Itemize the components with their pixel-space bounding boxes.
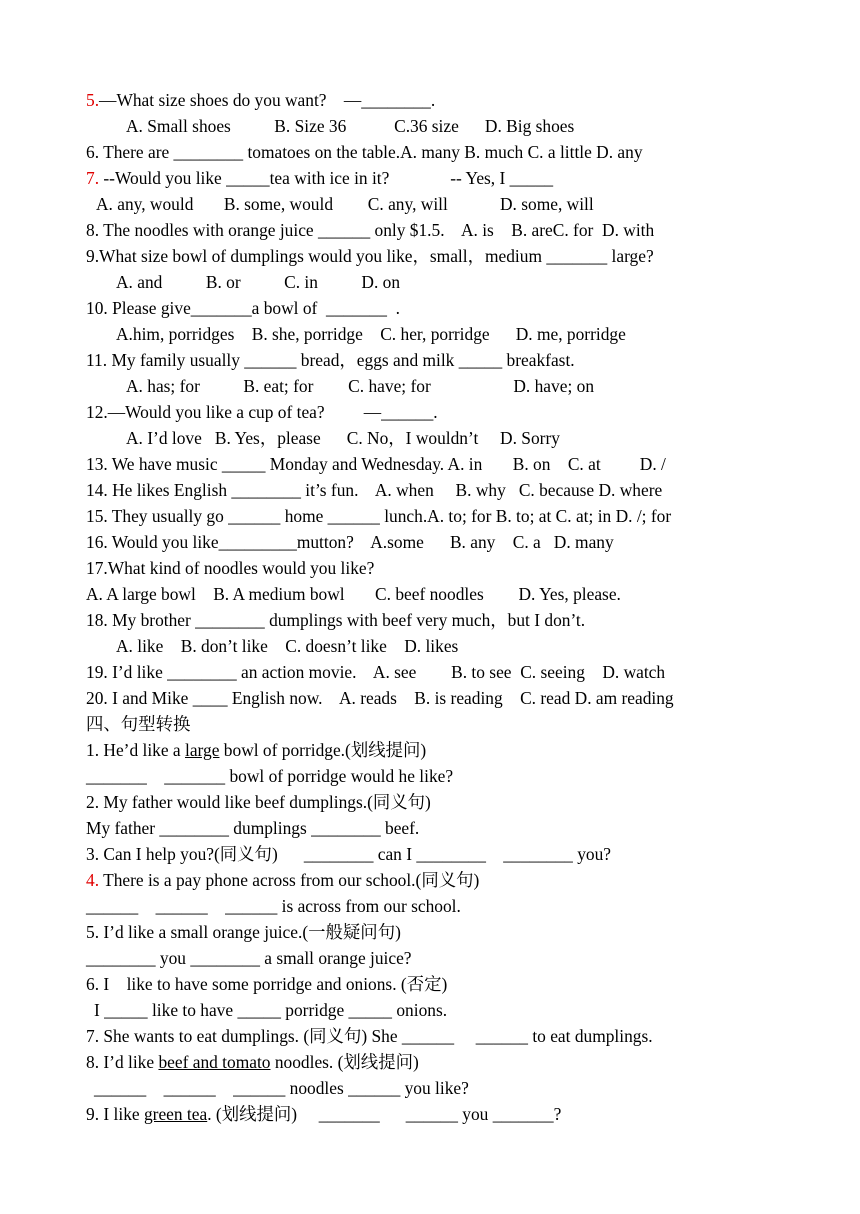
worksheet-line: [86, 87, 786, 113]
line-text: 11. My family usually ______ bread，eggs and milk _____ breakfast.: [86, 350, 575, 370]
worksheet-line: [86, 451, 786, 477]
line-text: 9.What size bowl of dumplings would you like，small，medium _______ large?: [86, 246, 654, 266]
worksheet-line: [86, 633, 786, 659]
line-text: 12.—Would you like a cup of tea? —______.: [86, 402, 438, 422]
line-text: 5. I’d like a small orange juice.(一般疑问句): [86, 922, 401, 942]
line-text: 10. Please give_______a bowl of _______ .: [86, 298, 400, 318]
line-text: A. any, would B. some, would C. any, will D. some, will: [96, 194, 594, 214]
line-text: ______ ______ ______ is across from our school.: [86, 896, 461, 916]
line-text: 19. I’d like ________ an action movie. A. see B. to see C. seeing D. watch: [86, 662, 666, 682]
line-text-prefix: 8. I’d like: [86, 1052, 159, 1072]
worksheet-line: [86, 659, 786, 685]
worksheet-line: [86, 607, 786, 633]
line-text: —What size shoes do you want? —________.: [99, 90, 436, 110]
worksheet-line: [86, 971, 786, 997]
worksheet-line: [86, 529, 786, 555]
line-text: I _____ like to have _____ porridge _____ onions.: [94, 1000, 448, 1020]
line-text: ______ ______ ______ noodles ______ you like?: [94, 1078, 469, 1098]
line-text: _______ _______ bowl of porridge would he like?: [86, 766, 454, 786]
worksheet-line: [86, 191, 786, 217]
question-number: 4.: [86, 870, 100, 890]
line-text: A. like B. don’t like C. doesn’t like D. likes: [116, 636, 459, 656]
line-text: 2. My father would like beef dumplings.(同义句): [86, 792, 431, 812]
worksheet-line: [86, 1075, 786, 1101]
worksheet-line: [86, 711, 786, 737]
worksheet-line: [86, 477, 786, 503]
line-text-prefix: 1. He’d like a: [86, 740, 185, 760]
line-text-prefix: 9. I like: [86, 1104, 144, 1124]
worksheet-line: [86, 347, 786, 373]
line-text: 17.What kind of noodles would you like?: [86, 558, 375, 578]
worksheet-line: [86, 997, 786, 1023]
worksheet-line: [86, 269, 786, 295]
worksheet-line: [86, 165, 786, 191]
worksheet-line: [86, 113, 786, 139]
line-text: A. has; for B. eat; for C. have; for D. have; on: [126, 376, 595, 396]
worksheet-line: [86, 1101, 786, 1127]
worksheet-line: [86, 763, 786, 789]
worksheet-line: [86, 919, 786, 945]
worksheet-line: [86, 425, 786, 451]
worksheet-line: [86, 581, 786, 607]
question-number: 7.: [86, 168, 100, 188]
worksheet: [86, 87, 786, 1127]
line-text: 3. Can I help you?(同义句) ________ can I ________ ________ you?: [86, 844, 612, 864]
worksheet-line: [86, 789, 786, 815]
line-text: A.him, porridges B. she, porridge C. her, porridge D. me, porridge: [116, 324, 626, 344]
line-text: 13. We have music _____ Monday and Wednesday. A. in B. on C. at D. /: [86, 454, 666, 474]
line-text: 14. He likes English ________ it’s fun. A. when B. why C. because D. where: [86, 480, 663, 500]
worksheet-line: [86, 295, 786, 321]
line-text: --Would you like _____tea with ice in it? -- Yes, I _____: [99, 168, 554, 188]
worksheet-line: [86, 243, 786, 269]
worksheet-line: [86, 737, 786, 763]
line-text: 7. She wants to eat dumplings. (同义句) She ______ ______ to eat dumplings.: [86, 1026, 653, 1046]
worksheet-line: [86, 555, 786, 581]
line-text: 6. There are ________ tomatoes on the table.A. many B. much C. a little D. any: [86, 142, 643, 162]
line-text: A. A large bowl B. A medium bowl C. beef noodles D. Yes, please.: [86, 584, 621, 604]
question-number: 5.: [86, 90, 100, 110]
underlined-phrase: green tea: [143, 1104, 208, 1124]
line-text: A. and B. or C. in D. on: [116, 272, 401, 292]
line-text: 20. I and Mike ____ English now. A. reads B. is reading C. read D. am reading: [86, 688, 674, 708]
worksheet-line: [86, 815, 786, 841]
worksheet-line: [86, 217, 786, 243]
worksheet-line: [86, 399, 786, 425]
underlined-phrase: beef and tomato: [158, 1052, 271, 1072]
worksheet-line: [86, 685, 786, 711]
line-text: 8. The noodles with orange juice ______ only $1.5. A. is B. areC. for D. with: [86, 220, 655, 240]
line-text: 16. Would you like_________mutton? A.some B. any C. a D. many: [86, 532, 614, 552]
underlined-phrase: large: [185, 740, 220, 760]
worksheet-line: [86, 373, 786, 399]
worksheet-line: [86, 1049, 786, 1075]
line-text: 四、句型转换: [86, 714, 191, 734]
line-text: noodles. (划线提问): [270, 1052, 419, 1072]
worksheet-line: [86, 841, 786, 867]
line-text: 15. They usually go ______ home ______ lunch.A. to; for B. to; at C. at; in D. /; for: [86, 506, 672, 526]
line-text: A. I’d love B. Yes，please C. No，I wouldn’t D. Sorry: [126, 428, 560, 448]
line-text: 18. My brother ________ dumplings with beef very much，but I don’t.: [86, 610, 586, 630]
worksheet-line: [86, 893, 786, 919]
line-text: There is a pay phone across from our school.(同义句): [99, 870, 480, 890]
line-text: My father ________ dumplings ________ beef.: [86, 818, 420, 838]
line-text: ________ you ________ a small orange juice?: [86, 948, 412, 968]
line-text: 6. I like to have some porridge and onions. (否定): [86, 974, 448, 994]
line-text: . (划线提问) _______ ______ you _______?: [207, 1104, 562, 1124]
worksheet-line: [86, 321, 786, 347]
worksheet-line: [86, 503, 786, 529]
worksheet-line: [86, 867, 786, 893]
worksheet-line: [86, 1023, 786, 1049]
worksheet-line: [86, 139, 786, 165]
line-text: A. Small shoes B. Size 36 C.36 size D. Big shoes: [126, 116, 575, 136]
line-text: bowl of porridge.(划线提问): [219, 740, 427, 760]
worksheet-line: [86, 945, 786, 971]
